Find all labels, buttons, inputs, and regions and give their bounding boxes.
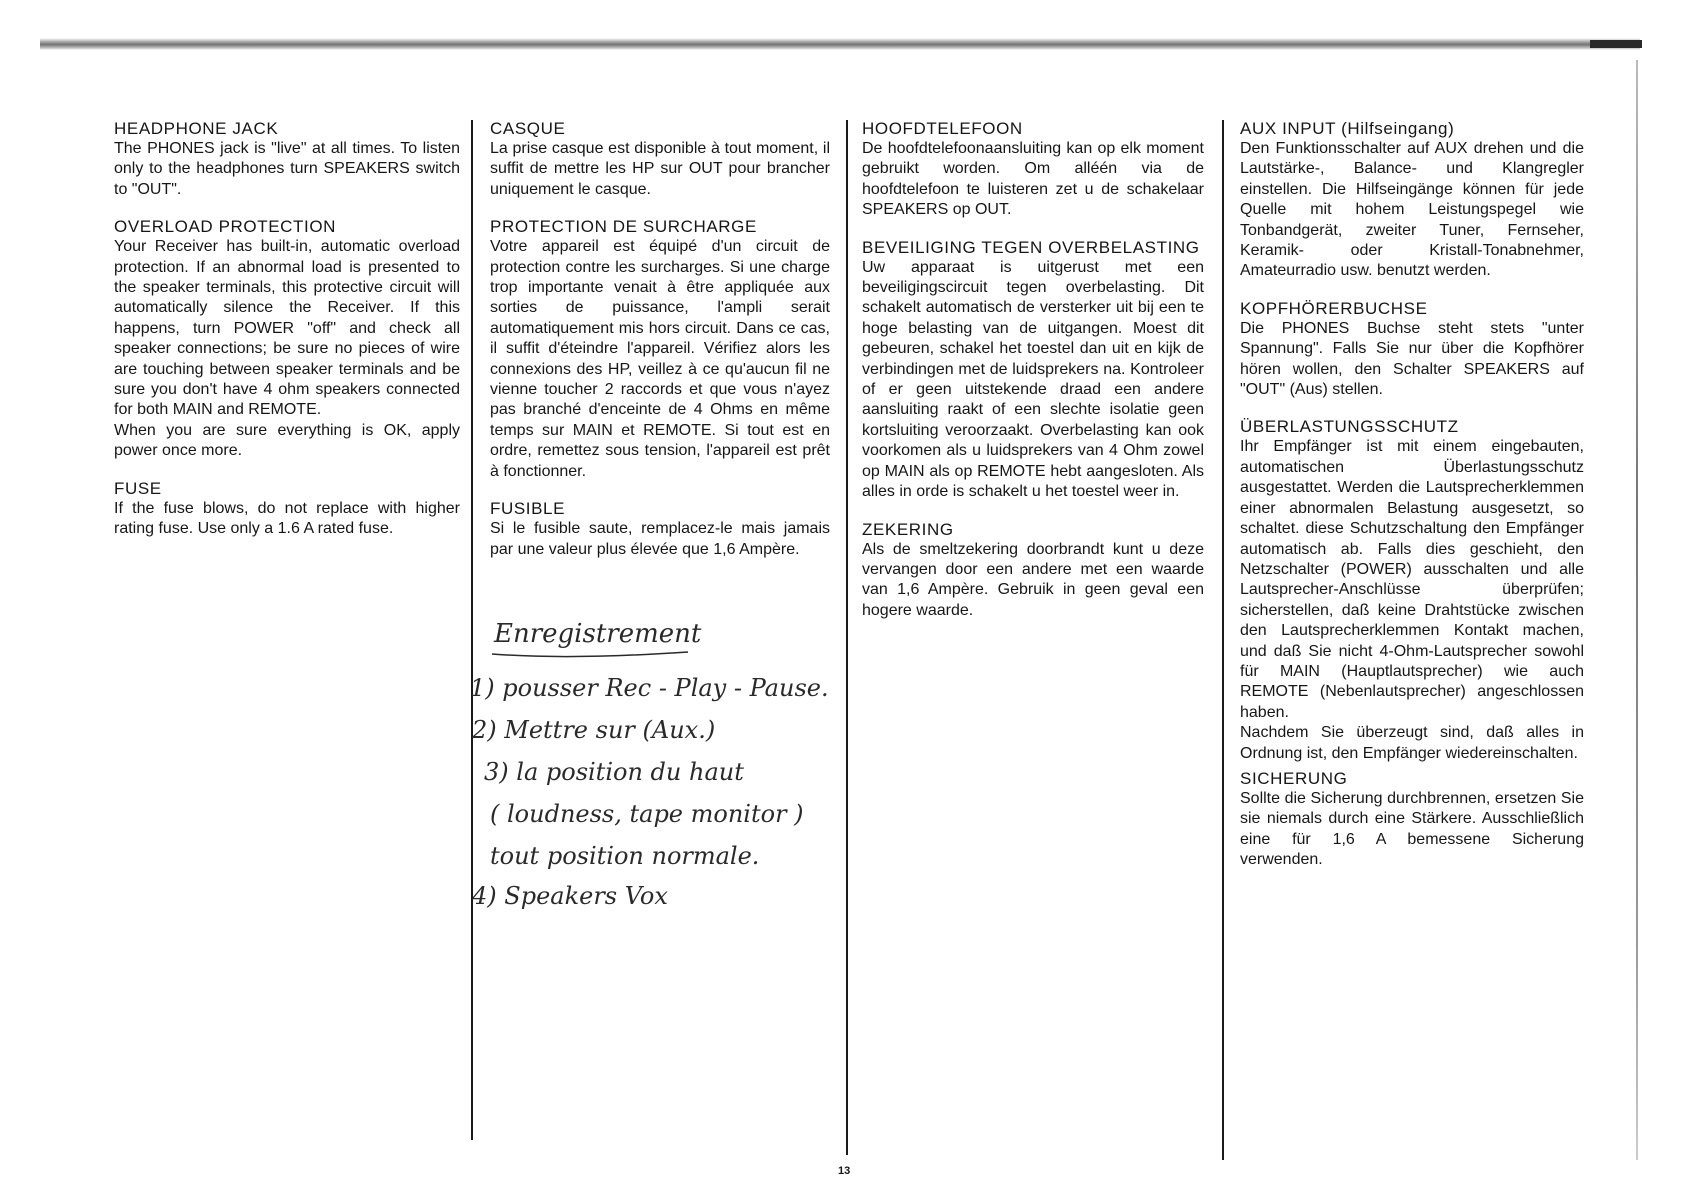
- text-beveiliging: Uw apparaat is uitgerust met een beveiligingscircuit tegen overbelasting. Dit schakelt automatisch de versterker uit bij een te hoge belasting van de uitgangen. Moest dit gebeuren, schakel het toestel dan uit en kijk de verbindingen met de luidsprekers na. Kontroleer of er geen uitstekende draad een andere aansluiting raakt of een slechte isolatie geen kortsluiting veroorzaakt. Overbelasting kan ook voorkomen als u luidsprekers van 4 Ohm zowel op MAIN als op REMOTE hebt aangesloten. Als alles in orde is schakelt u het toestel weer in.: [862, 258, 1204, 501]
- text-fusible: Si le fusible saute, remplacez-le mais jamais par une valeur plus élevée que 1,6 Ampère.: [490, 520, 830, 558]
- handwritten-line-5: tout position normale.: [490, 842, 760, 870]
- heading-overload-protection: OVERLOAD PROTECTION: [114, 217, 337, 237]
- handwritten-line-6: 4) Speakers Vox: [472, 882, 668, 910]
- heading-aux-input: AUX INPUT (Hilfseingang): [1240, 119, 1455, 138]
- handwritten-note: [470, 612, 860, 912]
- column-english: [114, 118, 460, 556]
- heading-fuse: FUSE: [114, 478, 162, 498]
- heading-fusible: FUSIBLE: [490, 499, 566, 519]
- handwritten-line-1: 1) pousser Rec - Play - Pause.: [470, 674, 829, 702]
- heading-headphone-jack: HEADPHONE JACK: [114, 119, 279, 138]
- heading-ueberlastungsschutz: ÜBERLASTUNGSSCHUTZ: [1240, 417, 1459, 437]
- scan-top-edge: [40, 38, 1640, 50]
- text-aux-input: Den Funktionsschalter auf AUX drehen und die Lautstärke-, Balance- und Klangregler einstellen. Die Hilfseingänge können für jede Quelle mit hohem Leistungspegel wie Tonbandgerät, zweiter Tuner, Fernseher, Keramik- oder Kristall-Tonabnehmer, Amateurradio usw. benutzt werden.: [1240, 140, 1584, 280]
- text-ueberlastungsschutz-2: Nachdem Sie überzeugt sind, daß alles in Ordnung ist, den Empfänger wiedereinschalten.: [1240, 724, 1584, 762]
- heading-protection-surcharge: PROTECTION DE SURCHARGE: [490, 217, 757, 237]
- text-sicherung: Sollte die Sicherung durchbrennen, ersetzen Sie sie niemals durch eine Stärkere. Ausschließlich eine für 1,6 A bemessene Sicherung verwenden.: [1240, 789, 1584, 869]
- text-zekering: Als de smeltzekering doorbrandt kunt u deze vervangen door een andere met een waarde van 1,6 Ampère. Gebruik in geen geval een hogere waarde.: [862, 540, 1204, 619]
- heading-beveiliging: BEVEILIGING TEGEN OVERBELASTING: [862, 237, 1200, 257]
- column-divider-3: [1222, 120, 1224, 1160]
- column-french: [490, 118, 830, 576]
- text-overload-protection: Your Receiver has built-in, automatic overload protection. If an abnormal load is presented to the speaker terminals, this protective circuit will automatically silence the Receiver. If this happens, turn POWER "off" and check all speaker connections; be sure no pieces of wire are touching between speaker terminals and be sure you don't have 4 ohm speakers connected for both MAIN and REMOTE.: [114, 238, 460, 419]
- heading-hoofdtelefoon: HOOFDTELEFOON: [862, 119, 1023, 138]
- handwritten-title: Enregistrement: [494, 619, 702, 649]
- text-fuse: If the fuse blows, do not replace with higher rating fuse. Use only a 1.6 A rated fuse.: [114, 499, 460, 538]
- text-overload-protection-2: When you are sure everything is OK, apply power once more.: [114, 421, 460, 460]
- handwritten-line-4: ( loudness, tape monitor ): [490, 800, 804, 828]
- text-casque: La prise casque est disponible à tout moment, il suffit de mettre les HP sur OUT pour brancher uniquement le casque.: [490, 140, 830, 198]
- heading-casque: CASQUE: [490, 119, 566, 138]
- heading-sicherung: SICHERUNG: [1240, 768, 1348, 788]
- text-headphone-jack: The PHONES jack is "live" at all times. To listen only to the headphones turn SPEAKERS switch to "OUT".: [114, 140, 460, 198]
- handwritten-line-2: 2) Mettre sur (Aux.): [472, 716, 716, 744]
- text-hoofdtelefoon: De hoofdtelefoonaansluiting kan op elk moment gebruikt worden. Om alléén via de hoofdtelefoon te luisteren zet u de schakelaar SPEAKERS op OUT.: [862, 140, 1204, 219]
- title-underline: [492, 652, 688, 657]
- scan-right-edge: [1636, 60, 1638, 1160]
- heading-zekering: ZEKERING: [862, 519, 954, 539]
- handwritten-line-3: 3) la position du haut: [484, 758, 744, 786]
- scan-top-edge-dark: [1590, 40, 1642, 48]
- page-number: 13: [838, 1165, 851, 1177]
- heading-kopfhoererbuchse: KOPFHÖRERBUCHSE: [1240, 298, 1428, 318]
- text-kopfhoererbuchse: Die PHONES Buchse steht stets "unter Spannung". Falls Sie nur über die Kopfhörer hören wollen, den Schalter SPEAKERS auf "OUT" (Aus) stellen.: [1240, 319, 1584, 399]
- column-german: [1240, 118, 1584, 887]
- column-dutch: [862, 118, 1204, 637]
- text-protection-surcharge: Votre appareil est équipé d'un circuit de protection contre les surcharges. Si une charge trop importante venait à être appliquée aux sorties de puissance, l'ampli serait automatiquement mis hors circuit. Dans ce cas, il suffit d'éteindre l'appareil. Vérifiez alors les connexions des HP, veillez à ce qu'aucun fil ne vienne toucher 2 raccords et que vous n'ayez pas branché d'enceinte de 4 Ohms en même temps sur MAIN et REMOTE. Si tout est en ordre, remettez sous tension, l'appareil est prêt à fonctionner.: [490, 238, 830, 480]
- text-ueberlastungsschutz: Ihr Empfänger ist mit einem eingebauten, automatischen Überlastungsschutz ausgestattet. Werden die Lautsprecherklemmen einer abnormalen Belastung ausgesetzt, so schaltet. diese Schutzschaltung den Empfänger automatisch ab. Falls dies geschieht, den Netzschalter (POWER) ausschalten und alle Lautsprecher-Anschlüsse überprüfen; sicherstellen, daß keine Drahtstücke zwischen den Lautsprecherklemmen Kontakt machen, und daß Sie nicht 4-Ohm-Lautsprecher sowohl für MAIN (Hauptlautsprecher) wie auch REMOTE (Nebenlautsprecher) angeschlossen haben.: [1240, 438, 1584, 721]
